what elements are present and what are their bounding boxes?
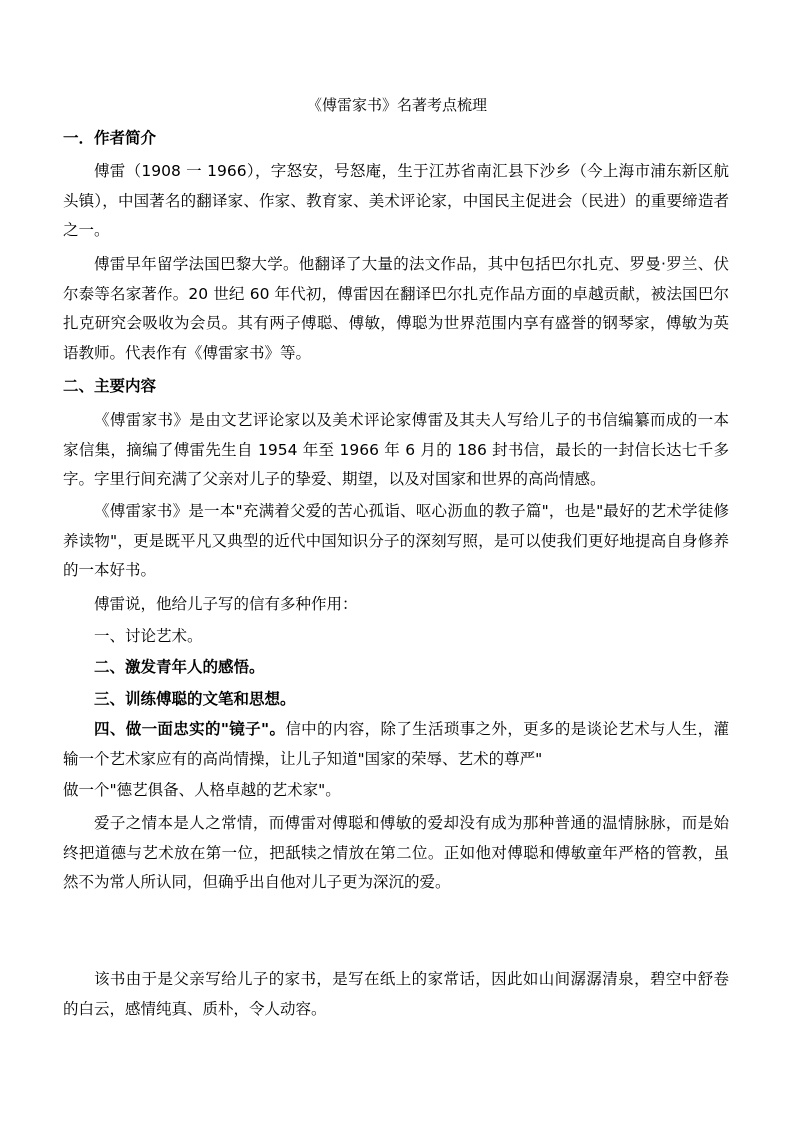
list-item-4-heading: 四、做一面忠实的"镜子"。	[94, 720, 286, 738]
list-item-4	[63, 715, 729, 774]
list-item-1: 一、讨论艺术。	[94, 627, 203, 645]
document-title: 《傅雷家书》名著考点梳理	[306, 96, 487, 114]
content-paragraph-5: 该书由于是父亲写给儿子的家书，是写在纸上的家常话，因此如山间潺潺清泉，碧空中舒卷的白云，感情纯真、质朴，令人动容。	[63, 970, 729, 1018]
author-paragraph-1: 傅雷（1908 一 1966），字怒安，号怒庵，生于江苏省南汇县下沙乡（今上海市浦东新区航头镇），中国著名的翻译家、作家、教育家、美术评论家，中国民主促进会（民进）的重要缔造者之一。	[63, 162, 729, 239]
section-heading-author: 一．作者简介	[63, 129, 157, 147]
list-item-2: 二、激发青年人的感悟。	[94, 658, 265, 676]
content-paragraph-2: 《傅雷家书》是一本"充满着父爱的苦心孤诣、呕心沥血的教子篇"，也是"最好的艺术学徒修养读物"，更是既平凡又典型的近代中国知识分子的深刻写照，是可以使我们更好地提高自身修养的一本好书。	[63, 502, 729, 579]
content-paragraph-1: 《傅雷家书》是由文艺评论家以及美术评论家傅雷及其夫人写给儿子的书信编纂而成的一本家信集，摘编了傅雷先生自 1954 年至 1966 年 6 月的 186 封书信，最长的一封信长达七千多字。字里行间充满了父亲对儿子的挚爱、期望，以及对国家和世界的高尚情感。	[63, 411, 729, 488]
list-item-4-text: 信中的内容，除了生活琐事之外，更多的是谈论艺术与人生，灌输一个艺术家应有的高尚情操，让儿子知道"国家的荣辱、艺术的尊严"	[63, 720, 729, 768]
list-item-4-continuation: 做一个"德艺俱备、人格卓越的艺术家"。	[63, 781, 341, 799]
content-paragraph-4: 爱子之情本是人之常情，而傅雷对傅聪和傅敏的爱却没有成为那种普通的温情脉脉，而是始终把道德与艺术放在第一位，把舐犊之情放在第二位。正如他对傅聪和傅敏童年严格的管教，虽然不为常人所认同，但确乎出自他对儿子更为深沉的爱。	[63, 814, 729, 891]
content-paragraph-3: 傅雷说，他给儿子写的信有多种作用：	[94, 595, 358, 613]
list-item-3: 三、训练傅聪的文笔和思想。	[94, 690, 296, 708]
section-heading-content: 二、主要内容	[63, 377, 157, 395]
author-paragraph-2: 傅雷早年留学法国巴黎大学。他翻译了大量的法文作品，其中包括巴尔扎克、罗曼·罗兰、伏尔泰等名家著作。20 世纪 60 年代初，傅雷因在翻译巴尔扎克作品方面的卓越贡献，被法国巴尔扎克研究会吸收为会员。其有两子傅聪、傅敏，傅聪为世界范围内享有盛誉的钢琴家，傅敏为英语教师。代表作有《傅雷家书》等。	[63, 255, 729, 362]
